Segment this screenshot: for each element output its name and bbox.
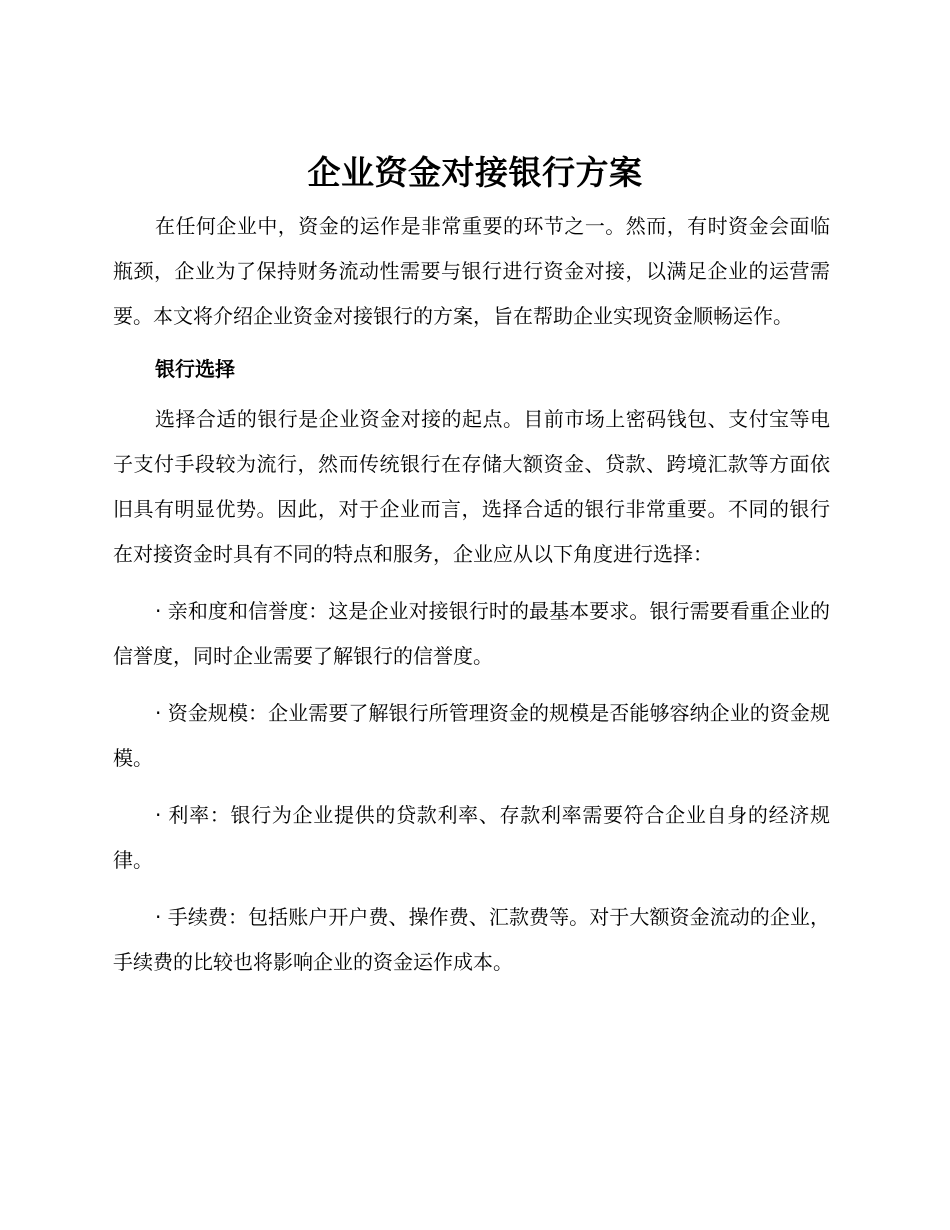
document-title: 企业资金对接银行方案 bbox=[307, 153, 643, 192]
bullet-item-fund-scale: · 资金规模：企业需要了解银行所管理资金的规模是否能够容纳企业的资金规模。 bbox=[113, 701, 830, 770]
section-heading: 银行选择 bbox=[155, 357, 235, 381]
bullet-item-credibility: · 亲和度和信誉度：这是企业对接银行时的最基本要求。银行需要看重企业的信誉度，同时企业需要了解银行的信誉度。 bbox=[113, 599, 830, 668]
bullet-item-fees: · 手续费：包括账户开户费、操作费、汇款费等。对于大额资金流动的企业，手续费的比较也将影响企业的资金运作成本。 bbox=[113, 905, 830, 974]
bullet-item-interest-rate: · 利率：银行为企业提供的贷款利率、存款利率需要符合企业自身的经济规律。 bbox=[113, 803, 830, 872]
intro-paragraph: 在任何企业中，资金的运作是非常重要的环节之一。然而，有时资金会面临瓶颈，企业为了保持财务流动性需要与银行进行资金对接，以满足企业的运营需要。本文将介绍企业资金对接银行的方案，旨在帮助企业实现资金顺畅运作。 bbox=[113, 214, 830, 328]
section-paragraph: 选择合适的银行是企业资金对接的起点。目前市场上密码钱包、支付宝等电子支付手段较为流行，然而传统银行在存储大额资金、贷款、跨境汇款等方面依旧具有明显优势。因此，对于企业而言，选择合适的银行非常重要。不同的银行在对接资金时具有不同的特点和服务，企业应从以下角度进行选择： bbox=[113, 407, 830, 566]
